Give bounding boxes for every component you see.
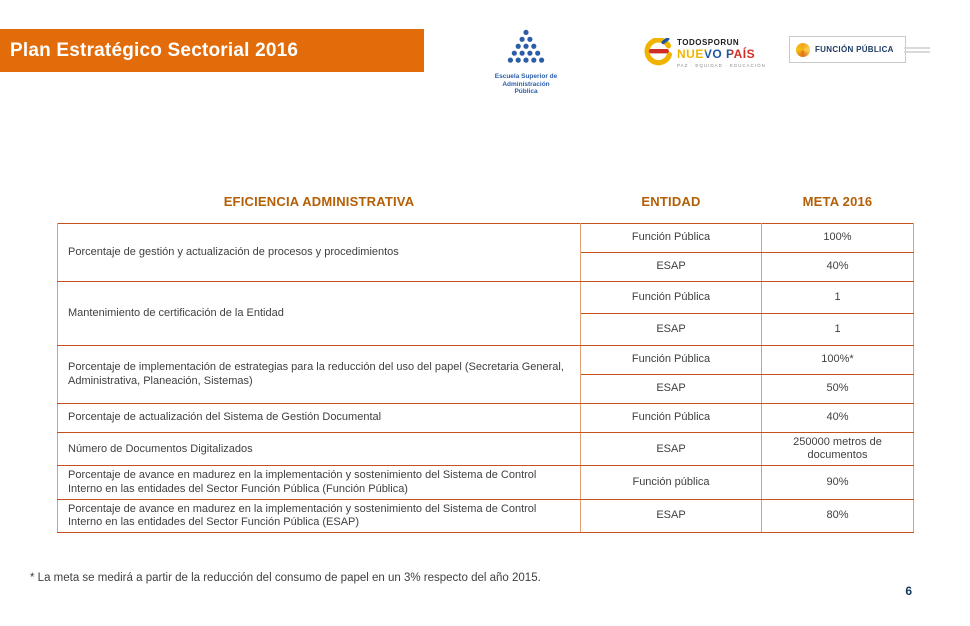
- entidad-cell: Función Pública: [581, 282, 762, 314]
- header-meta: META 2016: [802, 194, 873, 209]
- indicator-cell: Porcentaje de avance en madurez en la implementación y sostenimiento del Sistema de Control Interno en las entidades del Sector Función Pública (ESAP): [58, 499, 581, 532]
- table-row: [58, 282, 914, 314]
- funcion-publica-logo: [789, 36, 906, 63]
- table-row: [58, 499, 914, 532]
- table-header-row: [58, 186, 914, 224]
- meta-cell: 100%*: [762, 346, 914, 375]
- funcion-publica-wordmark: FUNCIÓN PÚBLICA: [815, 45, 894, 54]
- meta-cell: 250000 metros de documentos: [762, 433, 914, 466]
- indicator-cell: Número de Documentos Digitalizados: [58, 433, 581, 466]
- fine-print-decoration: [904, 47, 930, 53]
- table-row: [58, 224, 914, 253]
- page-number: 6: [905, 584, 912, 598]
- entidad-cell: ESAP: [581, 375, 762, 404]
- page-title: Plan Estratégico Sectorial 2016: [10, 39, 299, 61]
- entidad-cell: Función Pública: [581, 346, 762, 375]
- meta-cell: 80%: [762, 499, 914, 532]
- meta-cell: 90%: [762, 466, 914, 499]
- nuevo-pais-e-icon: [644, 38, 672, 71]
- esap-logo: [494, 28, 558, 96]
- indicator-cell: Porcentaje de implementación de estrategias para la reducción del uso del papel (Secretaria General, Administrativa, Planeación, Sistemas): [58, 346, 581, 404]
- footnote: * La meta se medirá a partir de la reducción del consumo de papel en un 3% respecto del año 2015.: [30, 572, 541, 584]
- indicator-cell: Mantenimiento de certificación de la Entidad: [58, 282, 581, 346]
- table-row: [58, 346, 914, 375]
- table-row: [58, 466, 914, 499]
- esap-logo-text-line1: Escuela Superior de: [494, 73, 558, 80]
- entidad-cell: ESAP: [581, 499, 762, 532]
- meta-cell: 40%: [762, 404, 914, 433]
- nuevo-pais-line2: NUEVO PAÍS: [677, 47, 766, 61]
- header-entidad: ENTIDAD: [641, 194, 701, 209]
- nuevo-pais-line1: TODOSPORUN: [677, 38, 740, 47]
- meta-cell: 1: [762, 314, 914, 346]
- funcion-publica-icon: [796, 43, 810, 57]
- table-row: [58, 433, 914, 466]
- meta-cell: 50%: [762, 375, 914, 404]
- nuevo-pais-tagline: PAZ · EQUIDAD · EDUCACIÓN: [677, 63, 766, 68]
- meta-cell: 40%: [762, 253, 914, 282]
- indicators-table-wrap: [57, 186, 913, 533]
- entidad-cell: Función Pública: [581, 224, 762, 253]
- table-row: [58, 404, 914, 433]
- entidad-cell: Función pública: [581, 466, 762, 499]
- esap-dots-icon: [500, 55, 552, 72]
- indicator-cell: Porcentaje de actualización del Sistema de Gestión Documental: [58, 404, 581, 433]
- meta-cell: 100%: [762, 224, 914, 253]
- entidad-cell: Función Pública: [581, 404, 762, 433]
- indicator-cell: Porcentaje de gestión y actualización de procesos y procedimientos: [58, 224, 581, 282]
- indicators-table: [57, 186, 914, 533]
- entidad-cell: ESAP: [581, 314, 762, 346]
- entidad-cell: ESAP: [581, 253, 762, 282]
- entidad-cell: ESAP: [581, 433, 762, 466]
- header-eficiencia: EFICIENCIA ADMINISTRATIVA: [223, 194, 415, 209]
- meta-cell: 1: [762, 282, 914, 314]
- nuevo-pais-logo: [644, 38, 766, 71]
- esap-logo-text-line2: Administración Pública: [502, 80, 550, 95]
- title-banner: [0, 29, 424, 72]
- indicator-cell: Porcentaje de avance en madurez en la implementación y sostenimiento del Sistema de Control Interno en las entidades del Sector Función Pública (Función Pública): [58, 466, 581, 499]
